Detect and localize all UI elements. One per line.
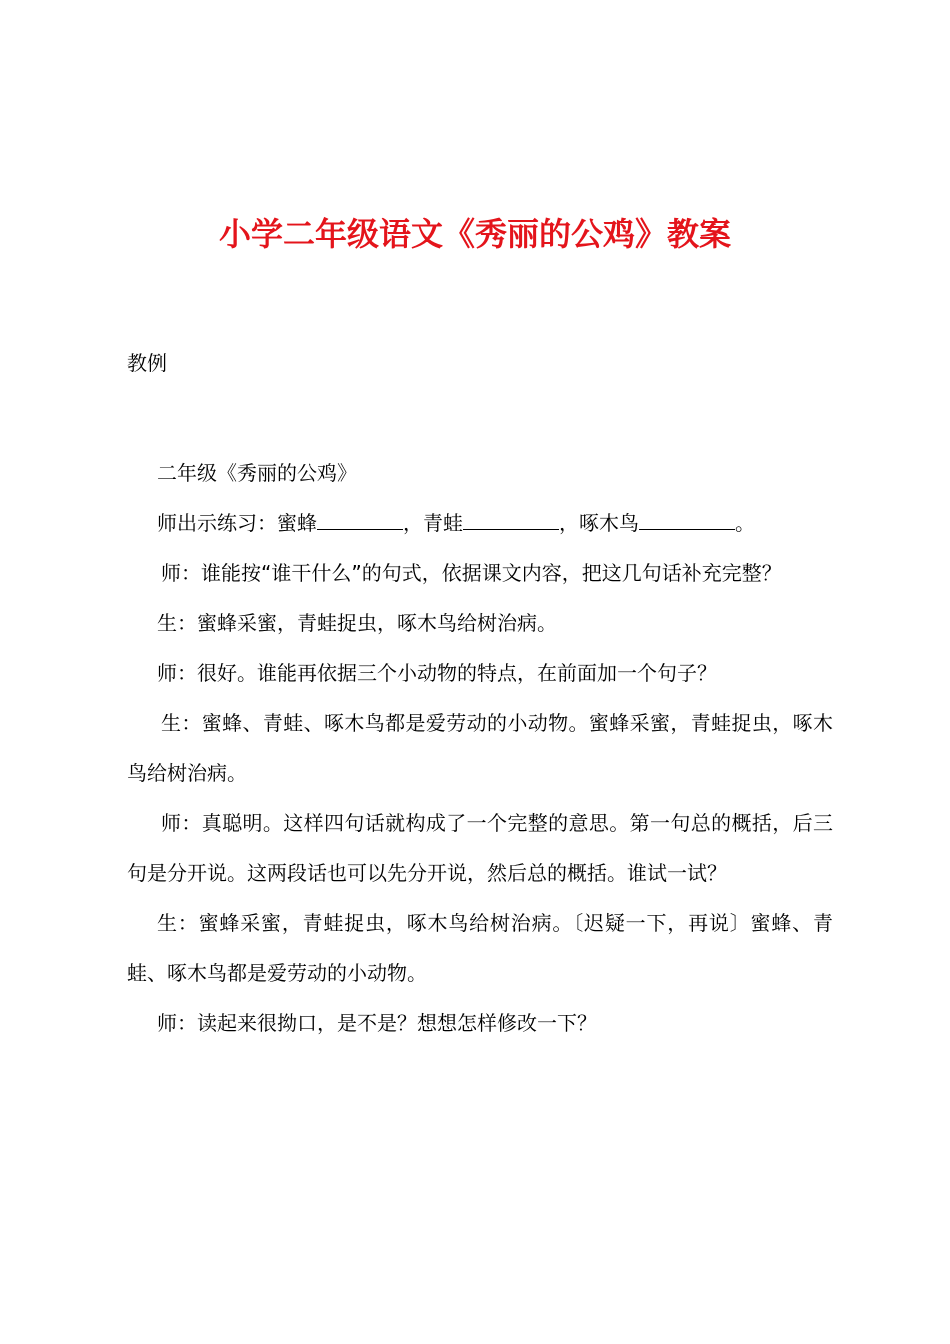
exercise-prefix: 师出示练习：蜜蜂	[157, 511, 317, 535]
lesson-subtitle: 二年级《秀丽的公鸡》	[157, 461, 357, 485]
exercise-end: 。	[735, 511, 755, 535]
fill-blank-frog	[463, 513, 559, 530]
document-body	[127, 448, 833, 1048]
exercise-part2: ，青蛙	[403, 511, 463, 535]
document-title: 小学二年级语文《秀丽的公鸡》教案	[218, 215, 731, 253]
exercise-part3: ，啄木鸟	[559, 511, 639, 535]
dialogue-paragraph: 生：蜜蜂采蜜，青蛙捉虫，啄木鸟给树治病。	[157, 611, 557, 635]
dialogue-paragraph: 师：读起来很拗口，是不是？想想怎样修改一下？	[157, 1011, 597, 1035]
dialogue-paragraph: 师：很好。谁能再依据三个小动物的特点，在前面加一个句子？	[157, 661, 717, 685]
fill-blank-woodpecker	[639, 513, 735, 530]
dialogue-paragraph: 生：蜜蜂、青蛙、啄木鸟都是爱劳动的小动物。蜜蜂采蜜，青蛙捉虫，啄木鸟给树治病。	[127, 711, 833, 785]
fill-blank-bee	[317, 513, 403, 530]
dialogue-paragraph: 生：蜜蜂采蜜，青蛙捉虫，啄木鸟给树治病。〔迟疑一下，再说〕蜜蜂、青蛙、啄木鸟都是爱劳动的小动物。	[127, 911, 833, 985]
dialogue-paragraph: 师：谁能按“谁干什么”的句式，依据课文内容，把这几句话补充完整？	[161, 561, 782, 585]
dialogue-paragraph: 师：真聪明。这样四句话就构成了一个完整的意思。第一句总的概括，后三句是分开说。这两段话也可以先分开说，然后总的概括。谁试一试？	[127, 811, 833, 885]
section-label: 教例	[127, 351, 167, 375]
exercise-line	[127, 498, 833, 548]
